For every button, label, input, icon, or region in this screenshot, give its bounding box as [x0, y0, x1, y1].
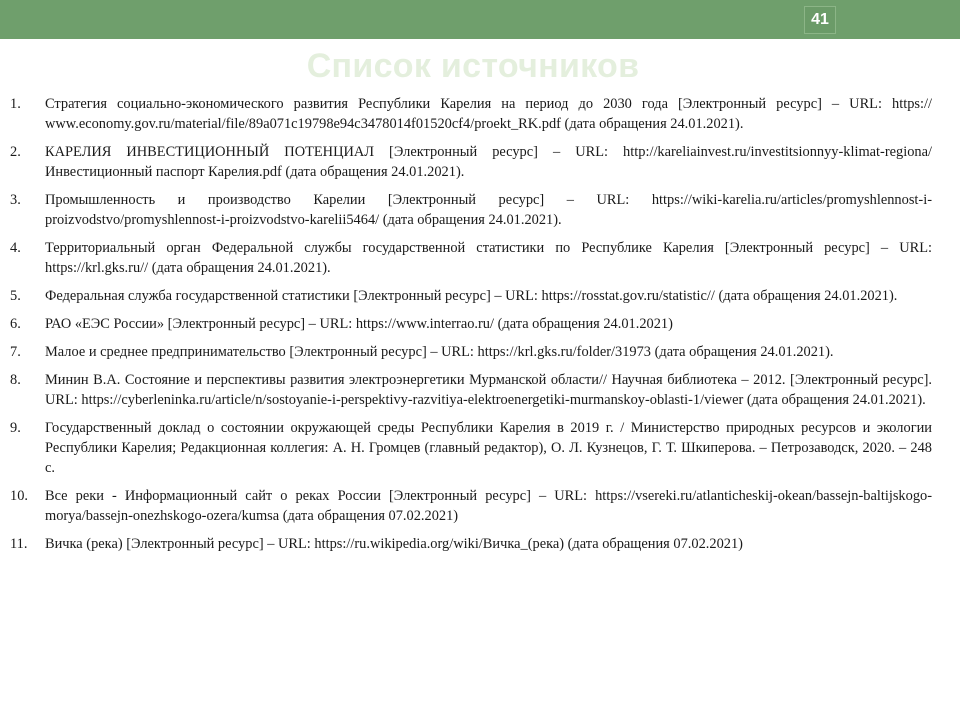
reference-number: 6.	[10, 316, 21, 332]
reference-number: 1.	[10, 96, 21, 112]
reference-text: Минин В.А. Состояние и перспективы развития электроэнергетики Мурманской области// Научная библиотека – 2012. [Электронный ресурс]. URL: https://cyberleninka.ru/article/n/sostoyanie-i-perspektivy-razvitiya-elektroenergetiki-murmanskoy-oblasti-1/viewer (дата обращения 24.01.2021).	[45, 372, 932, 408]
reference-item	[0, 418, 932, 478]
reference-text: Федеральная служба государственной статистики [Электронный ресурс] – URL: https://rosstat.gov.ru/statistic// (дата обращения 24.01.2021).	[45, 288, 898, 304]
reference-text: Промышленность и производство Карелии [Электронный ресурс] – URL: https://wiki-karelia.ru/articles/promyshlennost-i-proizvodstvo/promyshlennost-i-proizvodstvo-karelii5464/ (дата обращения 24.01.2021).	[45, 192, 932, 228]
reference-item	[0, 94, 932, 134]
reference-number: 3.	[10, 192, 21, 208]
reference-number: 9.	[10, 420, 21, 436]
reference-item	[0, 534, 932, 554]
reference-item	[0, 142, 932, 182]
reference-number: 2.	[10, 144, 21, 160]
reference-number: 8.	[10, 372, 21, 388]
reference-item	[0, 190, 932, 230]
reference-item	[0, 486, 932, 526]
reference-number: 7.	[10, 344, 21, 360]
reference-item	[0, 286, 932, 306]
reference-item	[0, 370, 932, 410]
reference-number: 4.	[10, 240, 21, 256]
reference-text: Вичка (река) [Электронный ресурс] – URL: https://ru.wikipedia.org/wiki/Вичка_(река) (дата обращения 07.02.2021)	[45, 536, 743, 552]
reference-text: Государственный доклад о состоянии окружающей среды Республики Карелия в 2019 г. / Министерство природных ресурсов и экологии Республики Карелия; Редакционная коллегия: А. Н. Громцев (главный редактор), О. Л. Кузнецов, Г. Т. Шкиперова. – Петрозаводск, 2020. – 248 с.	[45, 420, 932, 476]
reference-text: Все реки - Информационный сайт о реках России [Электронный ресурс] – URL: https://vsereki.ru/atlanticheskij-okean/bassejn-baltijskogo-morya/bassejn-onezhskogo-ozera/kumsa (дата обращения 07.02.2021)	[45, 488, 932, 524]
reference-number: 10.	[10, 488, 28, 504]
reference-number: 11.	[10, 536, 28, 552]
reference-text: Стратегия социально-экономического развития Республики Карелия на период до 2030 года [Электронный ресурс] – URL: https:// www.economy.gov.ru/material/file/89a071c19798e94c3478014f01520cf4/proekt_RK.pdf (дата обращения 24.01.2021).	[45, 96, 932, 132]
reference-item	[0, 314, 932, 334]
slide-number: 41	[804, 6, 836, 34]
reference-text: КАРЕЛИЯ ИНВЕСТИЦИОННЫЙ ПОТЕНЦИАЛ [Электронный ресурс] – URL: http://kareliainvest.ru/investitsionnyy-klimat-regiona/Инвестиционный паспорт Карелия.pdf (дата обращения 24.01.2021).	[45, 144, 932, 180]
reference-text: Малое и среднее предпринимательство [Электронный ресурс] – URL: https://krl.gks.ru/folder/31973 (дата обращения 24.01.2021).	[45, 344, 834, 360]
reference-text: Территориальный орган Федеральной службы государственной статистики по Республике Карелия [Электронный ресурс] – URL: https://krl.gks.ru// (дата обращения 24.01.2021).	[45, 240, 932, 276]
slide-title: Список источников	[306, 47, 640, 85]
reference-item	[0, 342, 932, 362]
reference-text: РАО «ЕЭС России» [Электронный ресурс] – URL: https://www.interrao.ru/ (дата обращения 24.01.2021)	[45, 316, 673, 332]
reference-item	[0, 238, 932, 278]
reference-number: 5.	[10, 288, 21, 304]
reference-list	[0, 94, 960, 562]
